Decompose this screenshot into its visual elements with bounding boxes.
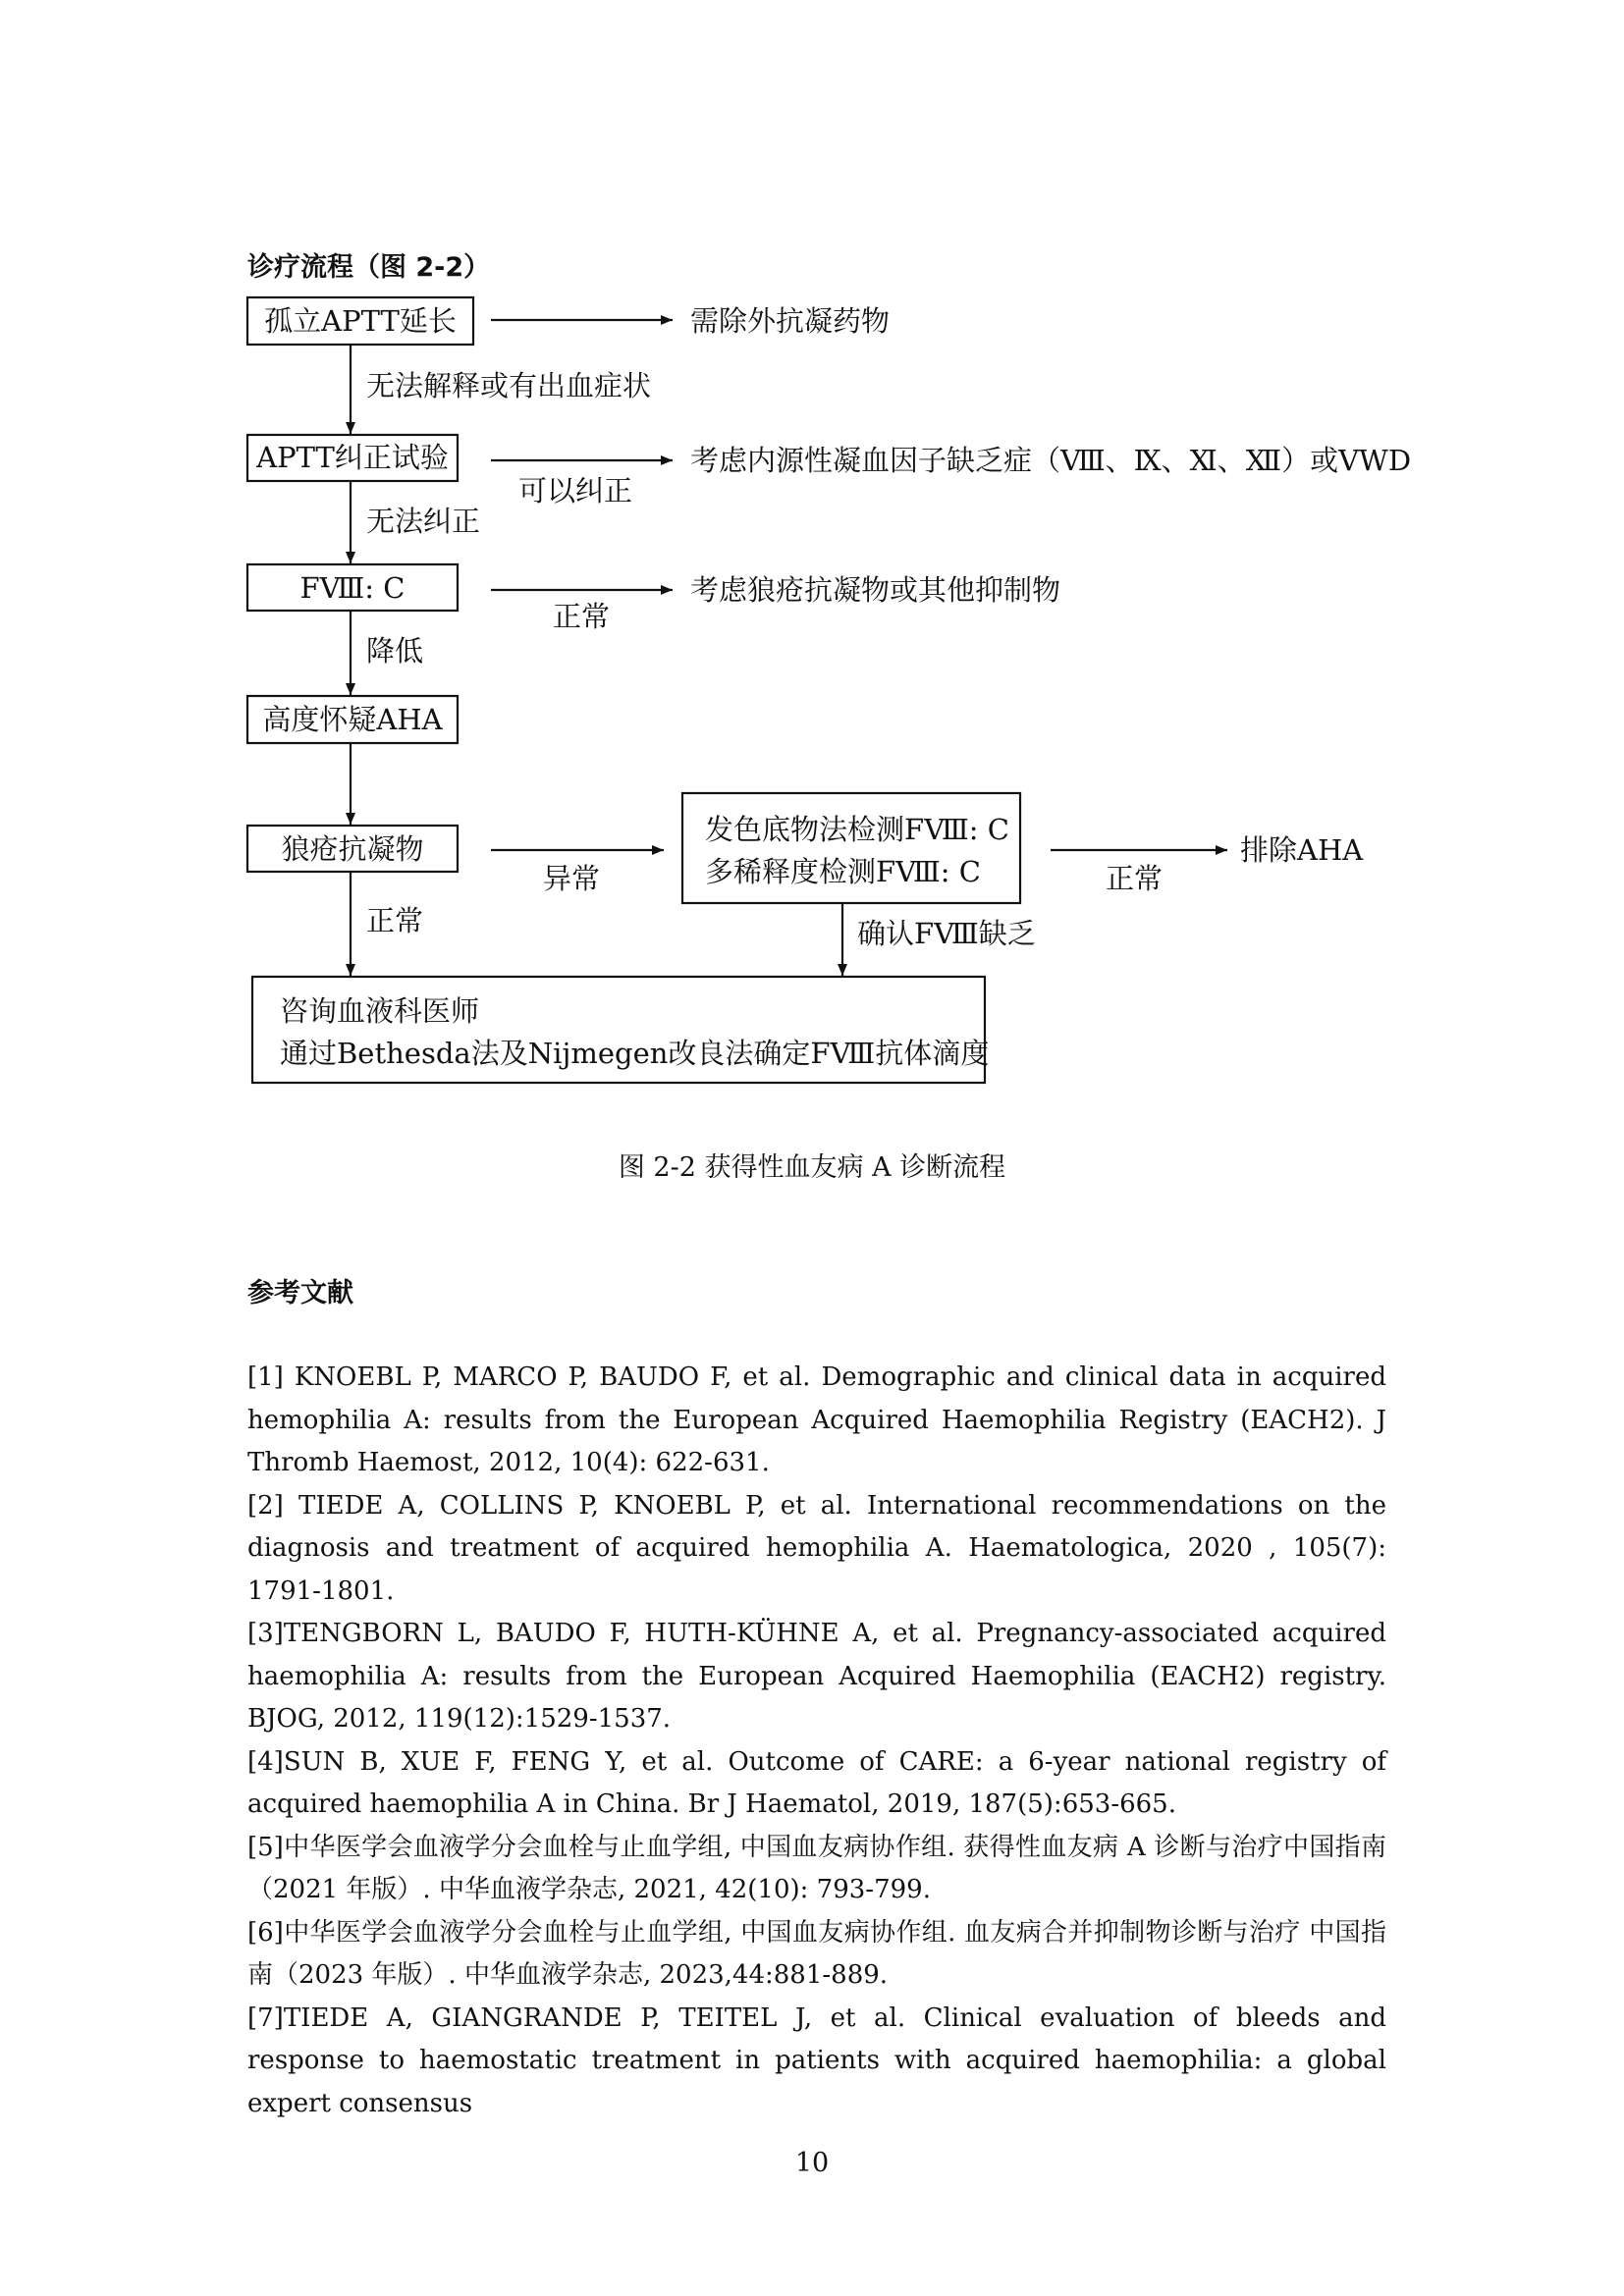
edge-label-normal-1: 正常 — [553, 600, 611, 633]
page-number: 10 — [794, 2148, 830, 2178]
edge-label-normal-2: 正常 — [1106, 862, 1164, 895]
reference-item: [2] TIEDE A, COLLINS P, KNOEBL P, et al. International recommendations on the diagnosis and treatment of acquired hemophilia A. Haematologica, 2020 , 105(7): 1791-1801. — [247, 1490, 1386, 1606]
node-isolated-aptt: 孤立APTT延长 — [264, 304, 457, 338]
edge-label-decreased: 降低 — [366, 634, 424, 667]
reference-item: [1] KNOEBL P, MARCO P, BAUDO F, et al. Demographic and clinical data in acquired hemophilia A: results from the European Acquired Haemophilia Registry (EACH2). J Thromb Haemost, 2012, 10(4): 622-631. — [247, 1362, 1386, 1477]
outcome-exclude-aha: 排除AHA — [1240, 833, 1364, 867]
node-consult-line2: 通过Bethesda法及Nijmegen改良法确定FⅧ抗体滴度 — [280, 1037, 990, 1070]
edge-label-unexplained-bleeding: 无法解释或有出血症状 — [366, 369, 652, 402]
node-fviii-c: FⅧ: C — [299, 571, 406, 605]
node-aptt-correction: APTT纠正试验 — [256, 441, 449, 474]
figure-caption: 图 2-2 获得性血友病 A 诊断流程 — [618, 1152, 1006, 1183]
outcome-lupus-or-inhibitor: 考虑狼疮抗凝物或其他抑制物 — [690, 573, 1061, 607]
node-chromogenic-line2: 多稀释度检测FⅧ: C — [705, 855, 981, 888]
outcome-intrinsic-deficiency: 考虑内源性凝血因子缺乏症（Ⅷ、Ⅸ、Ⅺ、Ⅻ）或VWD — [690, 444, 1412, 477]
reference-item: [5]中华医学会血液学分会血栓与止血学组, 中国血友病协作组. 获得性血友病 A 诊断与治疗中国指南（2021 年版）. 中华血液学杂志, 2021, 42(10): 793-799. — [247, 1832, 1386, 1904]
reference-item: [4]SUN B, XUE F, FENG Y, et al. Outcome of CARE: a 6-year national registry of acquired haemophilia A in China. Br J Haematol, 2019, 187(5):653-665. — [247, 1746, 1386, 1819]
node-consult-line1: 咨询血液科医师 — [280, 994, 480, 1028]
reference-list — [247, 1357, 1386, 2125]
node-chromogenic-line1: 发色底物法检测FⅧ: C — [705, 813, 1009, 846]
flow-heading: 诊疗流程（图 2-2） — [247, 252, 491, 283]
edge-label-abnormal: 异常 — [543, 862, 601, 895]
node-suspect-aha: 高度怀疑AHA — [262, 703, 443, 736]
node-lupus: 狼疮抗凝物 — [281, 832, 424, 866]
edge-label-normal-3: 正常 — [366, 904, 424, 937]
edge-label-not-correctable: 无法纠正 — [366, 505, 481, 538]
diagnostic-flowchart — [0, 0, 1624, 1109]
outcome-exclude-anticoag: 需除外抗凝药物 — [690, 304, 891, 338]
edge-label-correctable: 可以纠正 — [518, 474, 633, 507]
reference-item: [3]TENGBORN L, BAUDO F, HUTH-KÜHNE A, et al. Pregnancy-associated acquired haemophilia A: results from the European Acquired Haemophilia (EACH2) registry. BJOG, 2012, 119(12):1529-1537. — [247, 1619, 1386, 1734]
reference-item: [6]中华医学会血液学分会血栓与止血学组, 中国血友病协作组. 血友病合并抑制物诊断与治疗 中国指南（2023 年版）. 中华血液学杂志, 2023,44:881-889. — [247, 1917, 1386, 1990]
edge-label-confirm-deficiency: 确认FⅧ缺乏 — [857, 917, 1036, 950]
reference-item: [7]TIEDE A, GIANGRANDE P, TEITEL J, et al. Clinical evaluation of bleeds and response to haemostatic treatment in patients with acquired haemophilia: a global expert consensus — [247, 2002, 1386, 2118]
references-heading: 参考文献 — [247, 1278, 353, 1308]
